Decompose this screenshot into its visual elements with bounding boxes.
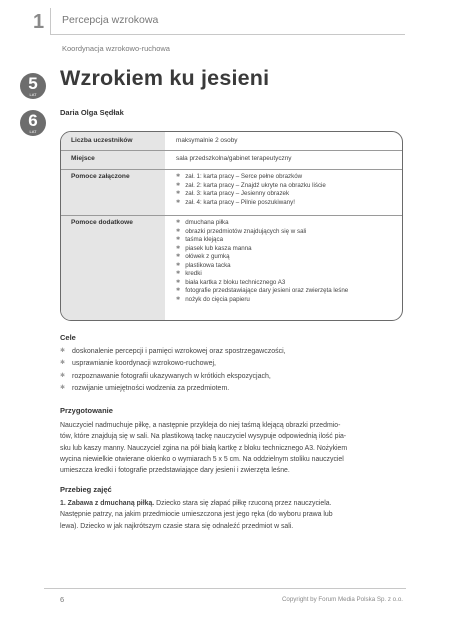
goal-item: ✱ rozpoznawanie fotografii ukazywanych w krótkich ekspozycjach,	[60, 371, 286, 383]
list-item: ✱ piasek lub kasza manna	[176, 245, 348, 254]
list-item: ✱ kredki	[176, 270, 348, 279]
list-item: ✱ zał. 2: karta pracy – Znajdź ukryte na obrazku liście	[176, 182, 326, 191]
paragraph-line	[60, 498, 403, 509]
lesson-title: Wzrokiem ku jesieni	[60, 66, 270, 90]
paragraph-line: wycina niewielkie otwierane okienko o wymiarach 5 x 5 cm. Na oddzielnym stoliku nauczyciel	[60, 455, 344, 463]
info-row-attachments	[61, 170, 402, 214]
list-item: ✱ zał. 3: karta pracy – Jesienny obrazek	[176, 190, 326, 199]
paragraph-line: Następnie patrzy, na jakim przedmiocie umieszczona jest jego ręka (do wyboru prawa lub	[60, 511, 333, 519]
list-item: ✱ biała kartka z bloku technicznego A3	[176, 279, 348, 288]
chapter-number: 1	[33, 11, 45, 33]
age-badge-number: 5	[28, 74, 38, 93]
list-item: ✱ dmuchana piłka	[176, 219, 348, 228]
header-rule	[50, 34, 405, 35]
age-badge-6	[20, 110, 46, 136]
info-table	[60, 131, 403, 321]
course-text	[60, 498, 403, 532]
list-item: ✱ nożyk do cięcia papieru	[176, 296, 348, 305]
preparation-text	[60, 420, 403, 476]
preparation-heading: Przygotowanie	[60, 406, 113, 415]
age-badge-number: 6	[28, 111, 38, 130]
list-item: ✱ zał. 1: karta pracy – Serce pełne obrazków	[176, 173, 326, 182]
page-header	[0, 0, 450, 40]
age-badge-unit: LAT	[29, 92, 37, 97]
info-row-extra	[61, 216, 402, 320]
info-label: Miejsce	[71, 155, 95, 162]
author-name: Daria Olga Sędłak	[60, 108, 124, 117]
extra-aids-list	[176, 219, 348, 304]
step-text: Dziecko stara się złapać piłkę rzuconą przez nauczyciela.	[156, 500, 332, 507]
info-label: Pomoce dodatkowe	[71, 219, 133, 226]
info-label: Pomoce załączone	[71, 173, 130, 180]
list-item: ✱ obrazki przedmiotów znajdujących się w sali	[176, 228, 348, 237]
goals-list	[60, 346, 286, 395]
paragraph-line: lewa). Dziecko w jak najkrótszym czasie stara się odnaleźć przedmiot w sali.	[60, 522, 294, 530]
list-item: ✱ fotografie przedstawiające dary jesieni oraz zwierzęta leśne	[176, 287, 348, 296]
goals-heading: Cele	[60, 333, 76, 342]
chapter-title: Percepcja wzrokowa	[62, 14, 159, 26]
copyright-notice: Copyright by Forum Media Polska Sp. z o.o.	[281, 596, 403, 603]
age-badge-5	[20, 73, 46, 99]
list-item: ✱ ołówek z gumką	[176, 253, 348, 262]
info-value: maksymalnie 2 osoby	[176, 137, 238, 144]
list-item: ✱ plastikowa tacka	[176, 262, 348, 271]
info-row-place	[61, 151, 402, 169]
info-label: Liczba uczestników	[71, 137, 133, 144]
header-divider	[50, 8, 51, 35]
paragraph-line: tów, które znajdują się w sali. Na plastikową tackę nauczyciel wysypuje odpowiednią ilość pia-	[60, 433, 347, 441]
course-heading: Przebieg zajęć	[60, 485, 112, 494]
attachments-list	[176, 173, 326, 207]
list-item: ✱ taśma klejąca	[176, 236, 348, 245]
section-title: Koordynacja wzrokowo-ruchowa	[62, 44, 170, 53]
info-row-participants	[61, 132, 402, 150]
step-label: 1. Zabawa z dmuchaną piłką.	[60, 500, 155, 507]
info-value: sala przedszkolna/gabinet terapeutyczny	[176, 155, 292, 162]
paragraph-line: Nauczyciel nadmuchuje piłkę, a następnie przykleja do niej taśmą klejącą obrazki przedmio-	[60, 422, 341, 429]
goal-item: ✱ rozwijanie umiejętności wodzenia za przedmiotem.	[60, 383, 286, 395]
paragraph-line: umieszcza kredki i fotografie przedstawiające dary jesieni i zwierzęta leśne.	[60, 467, 290, 475]
paragraph-line: sku lub kaszy manny. Nauczyciel zgina na pół białą kartkę z bloku technicznego A3. Nożykiem	[60, 444, 348, 452]
page-number: 6	[60, 595, 65, 604]
footer-rule	[44, 588, 406, 589]
goal-item: ✱ usprawnianie koordynacji wzrokowo-ruchowej,	[60, 358, 286, 370]
list-item: ✱ zał. 4: karta pracy – Pilnie poszukiwany!	[176, 199, 326, 208]
age-badge-unit: LAT	[29, 129, 37, 134]
goal-item: ✱ doskonalenie percepcji i pamięci wzrokowej oraz spostrzegawczości,	[60, 346, 286, 358]
